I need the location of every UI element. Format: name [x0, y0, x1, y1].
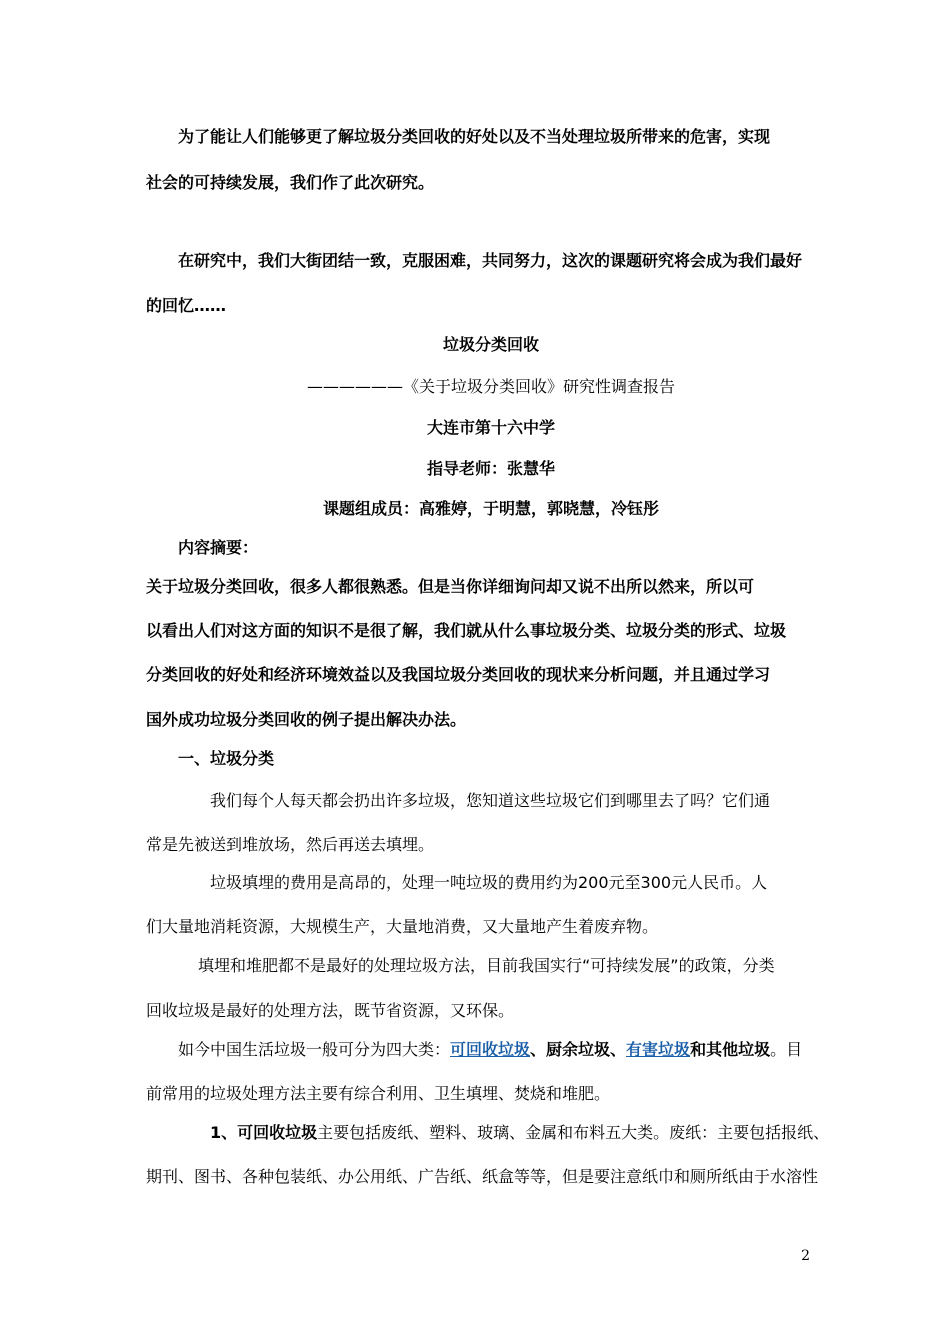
- section1-p5-line1: [210, 1122, 890, 1144]
- report-title: 垃圾分类回收: [442, 335, 539, 354]
- intro-p2-line2: 的回忆……: [146, 296, 227, 315]
- abstract-line4: 国外成功垃圾分类回收的例子提出解决办法。: [146, 710, 467, 729]
- section1-p4-line2: 前常用的垃圾处理方法主要有综合利用、卫生填埋、焚烧和堆肥。: [146, 1084, 611, 1103]
- p4-mid2: 和其他垃圾: [690, 1040, 771, 1059]
- intro-p2-line1: 在研究中，我们大街团结一致，克服困难，共同努力，这次的课题研究将会成为我们最好: [178, 251, 803, 270]
- abstract-line2: 以看出人们对这方面的知识不是很了解，我们就从什么事垃圾分类、垃圾分类的形式、垃圾: [146, 621, 787, 640]
- page-number: 2: [801, 1248, 810, 1264]
- section1-heading: 一、垃圾分类: [178, 749, 275, 768]
- section1-p5-line2: 期刊、图书、各种包装纸、办公用纸、广告纸、纸盒等等，但是要注意纸巾和厕所纸由于水溶性: [146, 1167, 819, 1186]
- abstract-line1: 关于垃圾分类回收，很多人都很熟悉。但是当你详细询问却又说不出所以然来，所以可: [146, 577, 755, 596]
- team-members: 课题组成员：高雅婷，于明慧，郭晓慧，冷钰彤: [322, 499, 659, 518]
- section1-p2-line1: 垃圾填埋的费用是高昂的，处理一吨垃圾的费用约为200元至300元人民币。人: [210, 873, 768, 892]
- section1-p2-line2: 们大量地消耗资源，大规模生产，大量地消费，又大量地产生着废弃物。: [146, 917, 659, 936]
- advisor: 指导老师：张慧华: [426, 459, 555, 478]
- section1-p4-line1: [178, 1039, 858, 1061]
- p5-rest: 主要包括废纸、塑料、玻璃、金属和布料五大类。废纸：主要包括报纸、: [317, 1123, 830, 1142]
- section1-p1-line2: 常是先被送到堆放场，然后再送去填埋。: [146, 835, 435, 854]
- recyclable-waste-link[interactable]: 可回收垃圾: [450, 1040, 531, 1059]
- abstract-label: 内容摘要：: [178, 538, 259, 557]
- hazardous-waste-link[interactable]: 有害垃圾: [626, 1040, 691, 1059]
- abstract-line3: 分类回收的好处和经济环境效益以及我国垃圾分类回收的现状来分析问题，并且通过学习: [146, 665, 771, 684]
- school-name: 大连市第十六中学: [426, 418, 555, 437]
- report-subtitle: ——————《关于垃圾分类回收》研究性调查报告: [306, 377, 675, 396]
- p4-mid1: 、厨余垃圾、: [530, 1040, 627, 1059]
- p4-prefix: 如今中国生活垃圾一般可分为四大类：: [178, 1040, 451, 1059]
- p4-suffix: 。目: [770, 1040, 803, 1059]
- intro-p1-line2: 社会的可持续发展，我们作了此次研究。: [146, 173, 435, 192]
- recyclable-waste-heading: 1、可回收垃圾: [210, 1123, 318, 1142]
- section1-p1-line1: 我们每个人每天都会扔出许多垃圾，您知道这些垃圾它们到哪里去了吗？它们通: [210, 791, 771, 810]
- intro-p1-line1: 为了能让人们能够更了解垃圾分类回收的好处以及不当处理垃圾所带来的危害，实现: [178, 127, 771, 146]
- section1-p3-line2: 回收垃圾是最好的处理方法，既节省资源，又环保。: [146, 1001, 515, 1020]
- section1-p3-line1: 填埋和堆肥都不是最好的处理垃圾方法，目前我国实行“可持续发展”的政策，分类: [198, 956, 775, 975]
